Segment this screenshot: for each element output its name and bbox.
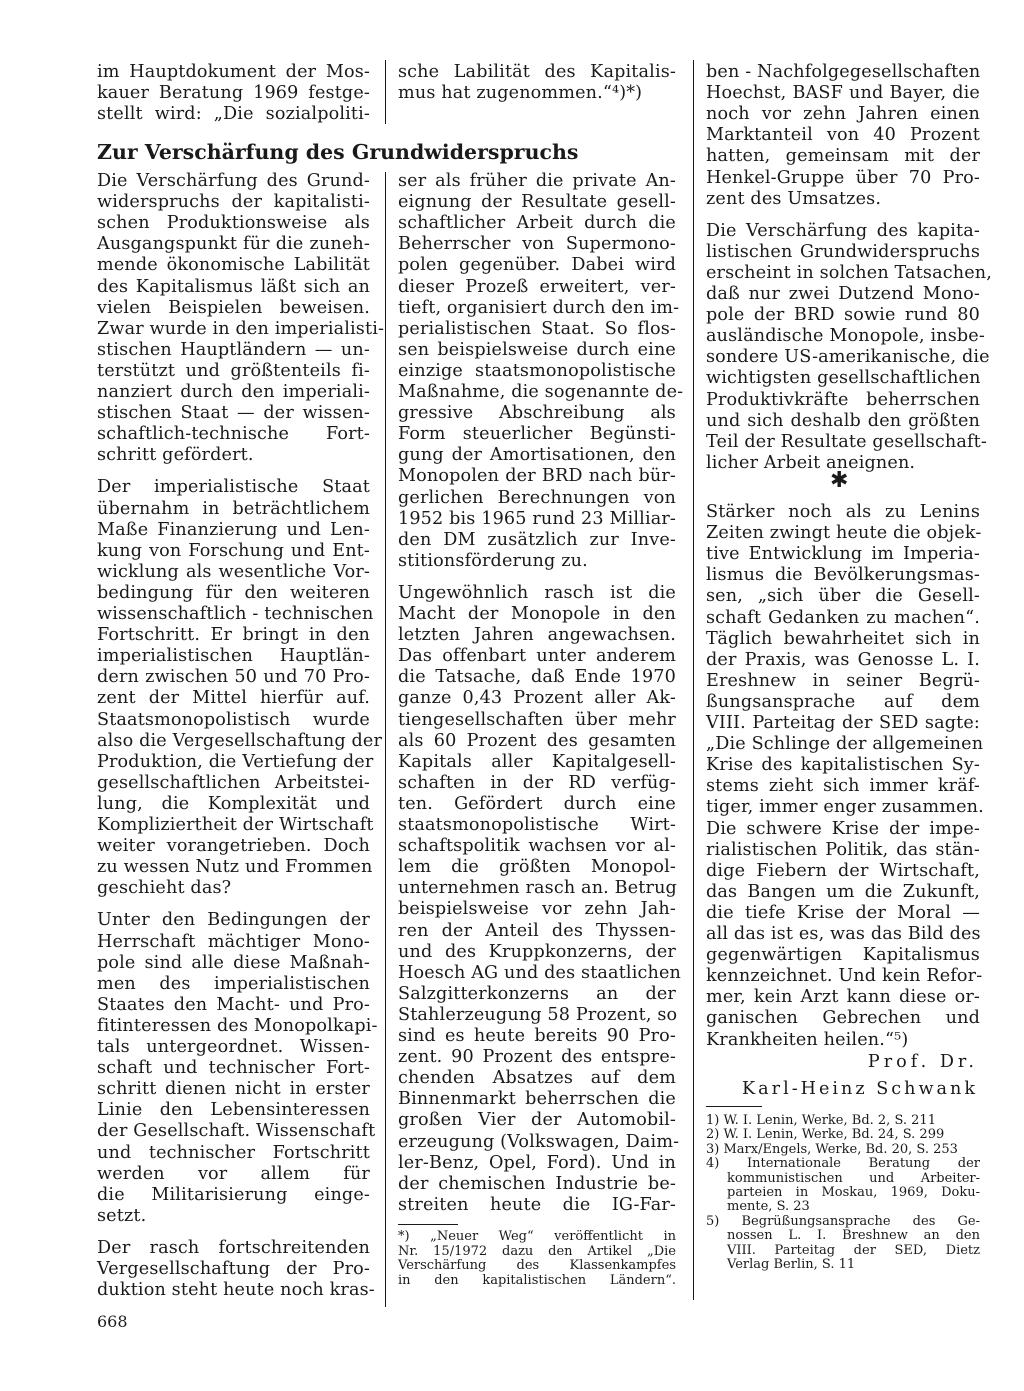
text-line: schaftlich-technische Fort- xyxy=(97,424,370,445)
text-line: also die Vergesellschaftung der xyxy=(97,730,383,751)
text-line: erscheint in solchen Tatsachen, xyxy=(706,262,993,283)
footnote-line: 5) Begrüßungsansprache des Ge- xyxy=(706,1213,980,1229)
text-line: setzt. xyxy=(97,1205,147,1226)
footnote-line: mente, S. 23 xyxy=(727,1199,810,1215)
text-line: Staatsmonopolistisch wurde xyxy=(97,709,370,730)
text-line: duktion steht heute noch kras- xyxy=(97,1280,375,1301)
text-line: die tiefe Krise der Moral — xyxy=(706,902,980,923)
text-line: Monopolen der BRD nach bür- xyxy=(398,466,676,487)
text-line: ten. Gefördert durch eine xyxy=(398,793,676,814)
text-line: den DM zusätzlich zur Inve- xyxy=(398,529,676,550)
text-line: des Kapitalismus läßt sich an xyxy=(97,276,370,297)
text-line: mer, kein Arzt kann diese or- xyxy=(706,987,980,1008)
text-line: *) „Neuer Weg“ veröffentlicht in xyxy=(398,1229,676,1244)
text-line: Hoesch AG und des staatlichen xyxy=(398,962,681,983)
text-line: daß nur zwei Dutzend Mono- xyxy=(706,284,980,304)
text-line: mus hat zugenommen.“⁴)*) xyxy=(398,83,643,104)
text-line: Fortschritt. Er bringt in den xyxy=(97,625,370,646)
text-line: perialistischen Staat. So flos- xyxy=(398,318,676,339)
text-line: mende ökonomische Labilität xyxy=(97,255,370,276)
section-heading: Zur Verschärfung des Grundwiderspruchs xyxy=(97,140,579,164)
text-line: Beherrscher von Supermono- xyxy=(398,234,676,255)
text-line: ganze 0,43 Prozent aller Ak- xyxy=(398,688,676,709)
footnote-rule xyxy=(706,1106,762,1107)
section-separator-star: ✱ xyxy=(830,468,849,493)
footnote-line: 4) Internationale Beratung der xyxy=(706,1156,980,1172)
text-line: staatsmonopolistische Wirt- xyxy=(398,815,676,835)
text-line: geschieht das? xyxy=(97,878,232,899)
text-line: nanziert durch den imperiali- xyxy=(97,382,370,402)
text-line: Form steuerlicher Begünsti- xyxy=(398,424,676,445)
text-line: schaftspolitik wachsen vor al- xyxy=(398,836,676,857)
text-line: einzige staatsmonopolistische xyxy=(398,360,676,381)
text-line: zent des Umsatzes. xyxy=(706,188,882,209)
text-line: schritt dienen nicht in erster xyxy=(97,1079,370,1100)
text-line: schaft Gedanken zu machen“. xyxy=(706,607,980,628)
text-line: Unter den Bedingungen der xyxy=(97,910,370,931)
text-line: pole sind alle diese Maßnah- xyxy=(97,952,370,973)
text-line: Täglich bewahrheitet sich in xyxy=(706,628,980,649)
text-line: tiger, immer enger zusammen. xyxy=(706,797,984,818)
text-line: rialistischen Politik, das stän- xyxy=(706,839,980,860)
footnote-line: 3) Marx/Engels, Werke, Bd. 20, S. 253 xyxy=(706,1141,958,1157)
text-line: Der imperialistische Staat xyxy=(97,477,370,498)
text-line: Der rasch fortschreitenden xyxy=(97,1237,370,1258)
text-line: Staates den Macht- und Pro- xyxy=(97,994,370,1015)
text-line: „Die Schlinge der allgemeinen xyxy=(706,734,984,755)
text-line: ben - Nachfolgegesellschaften xyxy=(706,62,981,82)
text-line: tals untergeordnet. Wissen- xyxy=(97,1037,370,1057)
text-line: sind es heute bereits 90 Pro- xyxy=(398,1026,676,1046)
text-line: listischen Grundwiderspruchs xyxy=(706,241,980,262)
text-line: Henkel-Gruppe über 70 Pro- xyxy=(706,167,980,188)
footnote-line: parteien in Moskau, 1969, Doku- xyxy=(727,1185,980,1200)
text-line: Stahlerzeugung 58 Prozent, so xyxy=(398,1004,678,1025)
text-line: Herrschaft mächtiger Mono- xyxy=(97,931,370,952)
text-line: im Hauptdokument der Mos- xyxy=(97,62,370,82)
text-line: und sich deshalb den größten xyxy=(706,410,980,431)
text-line: Maße Finanzierung und Len- xyxy=(97,519,370,540)
text-line: Ereshnew in seiner Begrü- xyxy=(706,670,980,691)
footnote-line: 1) W. I. Lenin, Werke, Bd. 2, S. 211 xyxy=(706,1113,936,1128)
text-line: Krankheiten heilen.“⁵) xyxy=(706,1029,909,1050)
text-line: gerlichen Berechnungen von xyxy=(398,487,676,508)
text-line: schaft und technischer Fort- xyxy=(97,1058,370,1079)
text-line: Kompliziertheit der Wirtschaft xyxy=(97,815,374,835)
text-line: schaftlicher Arbeit durch die xyxy=(398,213,676,234)
text-line: ren der Anteil des Thyssen- xyxy=(398,920,676,941)
text-line: tieft, organisiert durch den im- xyxy=(398,297,680,318)
text-line: Produktivkräfte beherrschen xyxy=(706,389,980,410)
text-line: polen gegenüber. Dabei wird xyxy=(398,255,676,276)
text-line: VIII. Parteitag der SED sagte: xyxy=(706,713,980,733)
text-line: Stärker noch als zu Lenins xyxy=(706,502,980,522)
text-line: streiten heute die IG-Far- xyxy=(398,1194,676,1215)
text-line: Ungewöhnlich rasch ist die xyxy=(398,582,676,603)
text-line: lismus die Bevölkerungsmas- xyxy=(706,565,980,586)
text-line: Binnenmarkt beherrschen die xyxy=(398,1089,676,1110)
text-line: imperialistischen Hauptlän- xyxy=(97,646,370,667)
text-line: chenden Absatzes auf dem xyxy=(398,1068,676,1089)
text-line: dieser Prozeß erweitert, ver- xyxy=(398,276,676,297)
text-line: Macht der Monopole in den xyxy=(398,604,676,624)
text-line: Die Verschärfung des Grund- xyxy=(97,171,370,191)
text-line: bedingung für den weiteren xyxy=(97,582,370,603)
text-line: die Tatsache, daß Ende 1970 xyxy=(398,667,676,688)
text-line: schaften in der RD verfüg- xyxy=(398,772,676,793)
text-line: Krise des kapitalistischen Sy- xyxy=(706,755,980,776)
text-line: lung, die Komplexität und xyxy=(97,793,370,814)
text-line: stellt wird: „Die sozialpoliti- xyxy=(97,104,370,125)
text-line: eignung der Resultate gesell- xyxy=(398,192,676,213)
text-line: wissenschaftlich - technischen xyxy=(97,604,374,624)
text-line: zent der Mittel hierfür auf. xyxy=(97,688,370,709)
text-line: wichtigsten gesellschaftlichen xyxy=(706,368,981,389)
text-line: stitionsförderung zu. xyxy=(398,550,588,571)
text-line: gegenwärtigen Kapitalismus xyxy=(706,945,980,966)
footnote-line: Verlag Berlin, S. 11 xyxy=(727,1257,856,1272)
text-line: Salzgitterkonzerns an der xyxy=(398,983,676,1004)
column-rule-1 xyxy=(385,60,386,124)
text-line: zent. 90 Prozent des entspre- xyxy=(398,1047,676,1068)
text-line: gesellschaftlichen Arbeitstei- xyxy=(97,772,370,793)
text-line: sen beispielsweise durch eine xyxy=(398,339,676,360)
text-line: gung der Amortisationen, den xyxy=(398,445,676,466)
text-line: tive Entwicklung im Imperia- xyxy=(706,544,980,565)
text-line: stems zieht sich immer kräf- xyxy=(706,776,980,797)
text-line: Das offenbart unter anderem xyxy=(398,646,676,667)
text-line: stischen Hauptländern — un- xyxy=(97,339,370,360)
text-line: letzten Jahren angewachsen. xyxy=(398,625,676,646)
author-title: Prof. Dr. xyxy=(867,1052,978,1072)
text-line: Linie den Lebensinteressen xyxy=(97,1100,370,1121)
text-line: ler-Benz, Opel, Ford). Und in xyxy=(398,1152,676,1173)
text-line: pole der BRD sowie rund 80 xyxy=(706,305,980,326)
text-line: stischen Staat — der wissen- xyxy=(97,403,370,424)
text-line: schen Produktionsweise als xyxy=(97,213,370,234)
text-line: erzeugung (Volkswagen, Daim- xyxy=(398,1131,680,1152)
text-line: Zwar wurde in den imperialisti- xyxy=(97,318,385,339)
text-line: ganischen Gebrechen und xyxy=(706,1008,980,1029)
text-line: Die Verschärfung des kapita- xyxy=(706,220,980,241)
text-line: Kapitals aller Kapitalgesell- xyxy=(398,751,676,772)
text-line: all das ist es, was das Bild des xyxy=(706,924,981,944)
text-line: sche Labilität des Kapitalis- xyxy=(398,62,676,82)
text-line: und technischer Fortschritt xyxy=(97,1142,370,1163)
text-line: terstützt und größtenteils fi- xyxy=(97,360,370,381)
text-line: hatten, gemeinsam mit der xyxy=(706,146,980,167)
text-line: wicklung als wesentliche Vor- xyxy=(97,561,370,582)
footnote-line: nossen L. I. Breshnew an den xyxy=(727,1228,980,1244)
text-line: kauer Beratung 1969 festge- xyxy=(97,83,370,104)
column-rule-2 xyxy=(693,60,694,1300)
text-line: sen, „sich über die Gesell- xyxy=(706,586,980,607)
text-line: Nr. 15/1972 dazu den Artikel „Die xyxy=(398,1243,676,1259)
text-line: Verschärfung des Klassenkampfes xyxy=(398,1258,676,1274)
text-line: großen Vier der Automobil- xyxy=(398,1110,676,1131)
text-line: schritt gefördert. xyxy=(97,445,254,466)
text-line: kennzeichnet. Und kein Refor- xyxy=(706,966,983,987)
text-line: Teil der Resultate gesellschaft- xyxy=(706,431,987,452)
text-line: Ausgangspunkt für die zuneh- xyxy=(97,234,370,255)
text-line: lem die größten Monopol- xyxy=(398,857,676,878)
column-2-footnote-rule xyxy=(398,1224,458,1225)
text-line: und des Kruppkonzerns, der xyxy=(398,941,676,962)
text-line: unternehmen rasch an. Betrug xyxy=(398,878,677,899)
footnote-line: VIII. Parteitag der SED, Dietz xyxy=(727,1242,980,1258)
text-line: Hoechst, BASF und Bayer, die xyxy=(706,83,980,104)
text-line: der Praxis, was Genosse L. I. xyxy=(706,649,980,670)
footnote-line: kommunistischen und Arbeiter- xyxy=(727,1170,980,1186)
text-line: Produktion, die Vertiefung der xyxy=(97,751,374,772)
author-name: Karl-Heinz Schwank xyxy=(742,1079,978,1099)
text-line: der chemischen Industrie be- xyxy=(398,1173,676,1194)
text-line: werden vor allem für xyxy=(97,1163,370,1184)
text-line: Die schwere Krise der impe- xyxy=(706,818,980,839)
text-line: in den kapitalistischen Ländern“. xyxy=(398,1272,676,1288)
text-line: die Militarisierung einge- xyxy=(97,1184,370,1205)
text-line: übernahm in beträchtlichem xyxy=(97,498,370,519)
page-number: 668 xyxy=(97,1312,128,1331)
text-line: ausländische Monopole, insbe- xyxy=(706,326,985,347)
text-line: dern zwischen 50 und 70 Pro- xyxy=(97,667,370,688)
text-line: vielen Beispielen beweisen. xyxy=(97,297,370,318)
text-line: zu wessen Nutz und Frommen xyxy=(97,857,373,878)
text-line: ser als früher die private An- xyxy=(398,171,676,191)
text-line: men des imperialistischen xyxy=(97,973,370,994)
text-line: das Bangen um die Zukunft, xyxy=(706,881,980,902)
text-line: gressive Abschreibung als xyxy=(398,403,676,424)
text-line: Marktanteil von 40 Prozent xyxy=(706,125,980,146)
text-line: tiengesellschaften über mehr xyxy=(398,709,676,730)
text-line: dige Fiebern der Wirtschaft, xyxy=(706,860,980,881)
text-line: Vergesellschaftung der Pro- xyxy=(97,1259,370,1279)
text-line: noch vor zehn Jahren einen xyxy=(706,104,980,125)
text-line: fitinteressen des Monopolkapi- xyxy=(97,1015,378,1036)
text-line: weiter vorangetrieben. Doch xyxy=(97,836,370,857)
text-line: 1952 bis 1965 rund 23 Milliar- xyxy=(398,508,677,529)
text-line: licher Arbeit aneignen. xyxy=(706,452,916,473)
text-line: sondere US-amerikanische, die xyxy=(706,347,990,368)
text-line: der Gesellschaft. Wissenschaft xyxy=(97,1121,376,1142)
text-line: beispielsweise vor zehn Jah- xyxy=(398,899,676,920)
column-rule-1b xyxy=(385,172,386,1307)
footnote-line: 2) W. I. Lenin, Werke, Bd. 24, S. 299 xyxy=(706,1127,945,1143)
text-line: als 60 Prozent des gesamten xyxy=(398,730,676,751)
text-line: widerspruchs der kapitalisti- xyxy=(97,192,370,213)
text-line: Maßnahme, die sogenannte de- xyxy=(398,382,684,402)
text-line: Zeiten zwingt heute die objek- xyxy=(706,523,982,544)
text-line: ßungsansprache auf dem xyxy=(706,691,980,712)
text-line: kung von Forschung und Ent- xyxy=(97,540,370,561)
